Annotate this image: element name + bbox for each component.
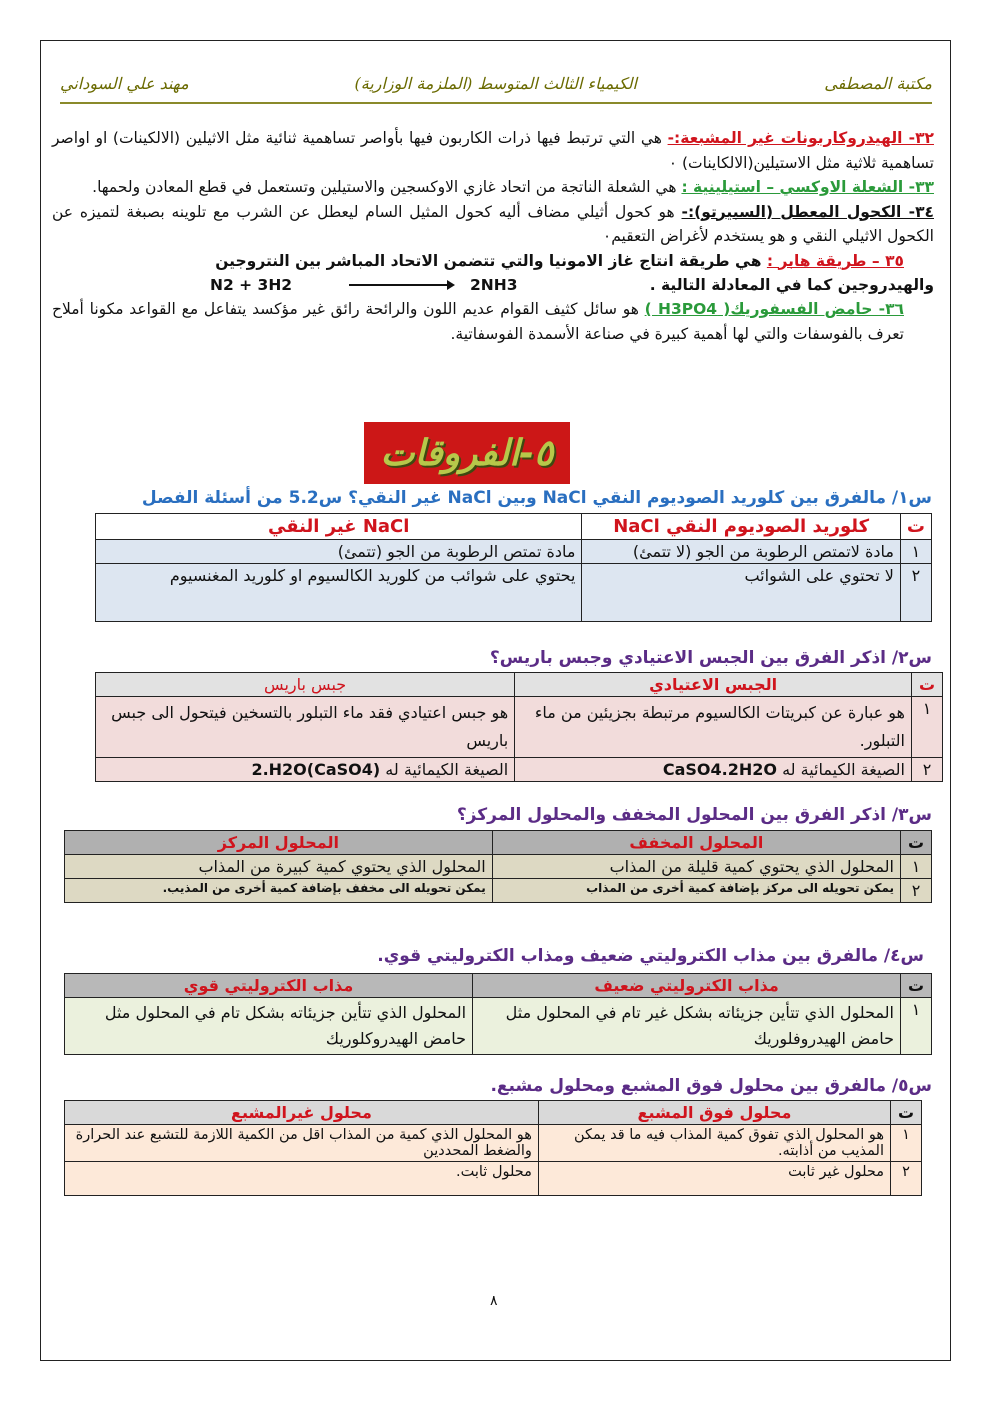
table-header-row: ت الجبس الاعتيادي جبس باريس [96,673,943,697]
question-4-title: س٤/ مالفرق بين مذاب الكتروليتي ضعيف ومذاب الكتروليتي قوي. [377,946,924,966]
formula-gypsum: CaSO4.2H2O [662,760,777,779]
question-3-title: س٣/ اذكر الفرق بين المحلول المخفف والمحلول المركز؟ [456,805,932,825]
haber-equation [52,273,934,297]
definition-35: ٣٥ – طريقة هابر : هي طريقة انتاج غاز الامونيا والتي تتضمن الاتحاد المباشر بين النتروجين [215,251,904,270]
question-1-title: س١/ مالفرق بين كلوريد الصوديوم النقي NaCl وبين NaCl غير النقي؟ س5.2 من أسئلة الفصل [141,488,932,508]
table-row: ١ هو عبارة عن كبريتات الكالسيوم مرتبطة بجزيئين من ماء التبلور. هو جبس اعتيادي فقد ماء التبلور بالتسخين فيتحول الى جبس باريس [96,697,943,758]
question-5-title: س٥/ مالفرق بين محلول فوق المشبع ومحلول مشبع. [490,1076,932,1096]
question-3-table [64,830,932,903]
table-row: ١ مادة لاتمتص الرطوبة من الجو (لا تتمئ) مادة تمتص الرطوبة من الجو (تتمئ) [96,540,932,564]
formula-plaster: (CaSO4)2.H2O [251,760,381,779]
table-row: ٢ محلول غير ثابت محلول ثابت. [65,1162,922,1196]
reaction-arrow-icon [349,284,453,286]
question-5-table [64,1100,922,1196]
page-header [60,68,932,104]
header-subject: الكيمياء الثالث المتوسط (الملزمة الوزارية) [354,74,637,93]
definition-33: ٣٣- الشعلة الاوكسي – استيلينية : هي الشعلة الناتجة من اتحاد غازي الاوكسجين والاستيلين وتستعمل في قطع المعادن ولحمها. [92,178,934,196]
table-header-row: ت مذاب الكتروليتي ضعيف مذاب الكتروليتي قوي [65,974,932,998]
differences-banner: ٥-الفروقات [364,422,570,484]
header-rule [60,102,932,104]
header-author: مهند علي السوداني [60,74,189,93]
question-2-title: س٢/ اذكر الفرق بين الجبس الاعتيادي وجبس باريس؟ [489,648,932,668]
table-header-row: ت محلول فوق المشبع محلول غيرالمشبع [65,1101,922,1125]
page-number: ٨ [490,1293,498,1309]
table-row: ٢ يمكن تحويله الى مركز بإضافة كمية أخرى من المذاب يمكن تحويله الى مخفف بإضافة كمية أخرى من المذيب. [65,879,932,903]
table-row: ١ المحلول الذي يحتوي كمية قليلة من المذاب المحلول الذي يحتوي كمية كبيرة من المذاب [65,855,932,879]
table-row: ١ هو المحلول الذي تفوق كمية المذاب فيه ما قد يمكن المذيب من أذابته. هو المحلول الذي كمية من المذاب اقل من الكمية اللازمة للتشبع عند الحرارة والضغط المحددين [65,1125,922,1162]
definition-36: ٣٦- حامض الفسفوريك( H3PO4 ) هو سائل كثيف القوام عديم اللون والرائحة رائق غير مؤكسد يتفاعل مع القواعد مكونا أملاح تعرف بالفوسفات والتي لها أهمية كبيرة في صناعة الأسمدة الفوسفاتية. [52,300,904,343]
definitions-section [52,126,934,346]
definition-34: ٣٤- الكحول المعطل (السبيرتو):- هو كحول أثيلي مضاف أليه كحول المثيل السام ليعطل عن الشرب مع تلوينه بصبغة لتميزه عن الكحول الاثيلي النقي و هو يستخدم لأغراض التعقيم٠ [52,202,934,245]
question-2-table [95,672,943,782]
question-4-table [64,973,932,1055]
equation-products: 2NH3 [470,276,518,294]
definition-32: ٣٢- الهيدروكاربونات غير المشبعة:- هي التي ترتبط فيها ذرات الكاربون فيها بأواصر تساهمية ثنائية مثل الاثيلين (الالكينات) او اواصر تساهمية ثلاثية مثل الاستيلين(الالكاينات) ٠ [52,129,934,172]
equation-reactants: N2 + 3H2 [210,276,293,294]
table-row: ١ المحلول الذي تتأين جزيئاته بشكل غير تام في المحلول مثل حامض الهيدروفلوريك المحلول الذي تتأين جزيئاته بشكل تام في المحلول مثل حامض الهيدروكلوريك [65,998,932,1055]
table-row: ٢ لا تحتوي على الشوائب يحتوي على شوائب من كلوريد الكالسيوم او كلوريد المغنسيوم [96,564,932,622]
question-1-table [95,513,932,622]
header-library: مكتبة المصطفى [824,74,932,93]
table-row: ٢ الصيغة الكيمائية له CaSO4.2H2O الصيغة الكيمائية له (CaSO4)2.H2O [96,758,943,782]
definition-35-tail: والهيدروجين كما في المعادلة التالية . [649,276,934,294]
table-header-row: ت كلوريد الصوديوم النقي NaCl NaCl غير النقي [96,514,932,540]
table-header-row: ت المحلول المخفف المحلول المركز [65,831,932,855]
